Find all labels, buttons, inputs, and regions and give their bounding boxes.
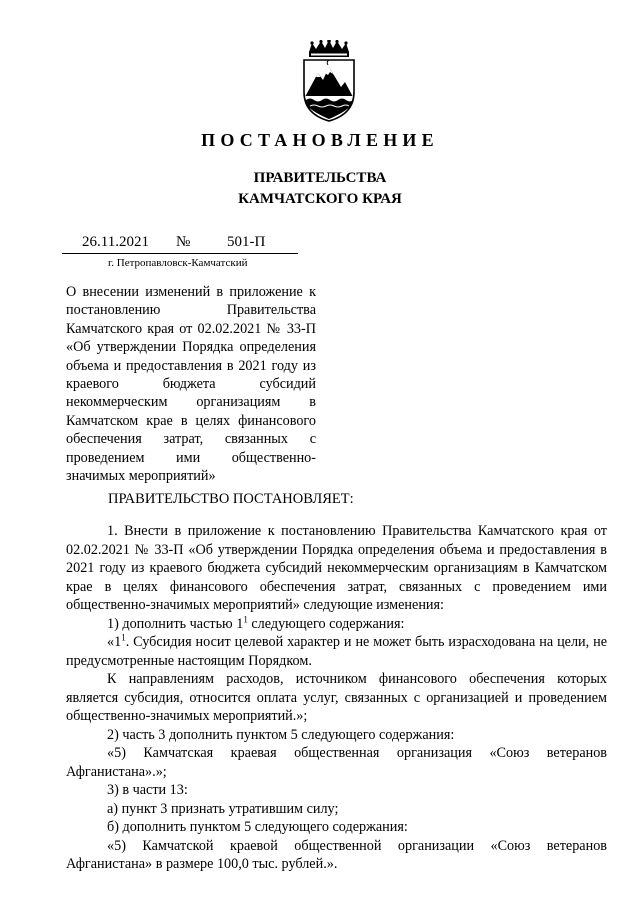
document-body	[66, 522, 607, 874]
paragraph-3-superscript: 1	[121, 632, 126, 643]
paragraph-7: 3) в части 13:	[107, 782, 188, 798]
paragraph-3-text-b: . Субсидия носит целевой характер и не может быть израсходована на цели, не предусмотренные настоящим Порядком.	[66, 634, 607, 669]
paragraph-2-text-b: следующего содержания:	[247, 615, 405, 632]
city-name: г. Петропавловск-Камчатский	[108, 257, 248, 269]
paragraph-2-text-a: 1) дополнить частью 1	[107, 615, 244, 632]
document-subject: О внесении изменений в приложение к постановлению Правительства Камчатского края от 02.02.2021 № 33-П «Об утверждении Порядка определения объема и предоставления в 2021 году из краевого бюджета субсидий некоммерческим организациям в Камчатском крае в целях финансового обеспечения затрат, связанных с проведением ими общественно-значимых мероприятий»	[66, 284, 316, 485]
authority-line-1: ПРАВИТЕЛЬСТВА	[253, 170, 387, 186]
paragraph-6: «5) Камчатская краевая общественная организация «Союз ветеранов Афганистана».»;	[66, 745, 607, 780]
decree-heading: ПРАВИТЕЛЬСТВО ПОСТАНОВЛЯЕТ:	[108, 491, 354, 507]
document-number: 501-П	[227, 234, 266, 250]
coat-of-arms-emblem	[296, 40, 362, 122]
issuing-authority	[0, 168, 640, 210]
paragraph-1: 1. Внести в приложение к постановлению Правительства Камчатского края от 02.02.2021 № 33-П «Об утверждении Порядка определения объема и предоставления в 2021 году из краевого бюджета субсидий некоммерческим организациям в Камчатском крае в целях финансового обеспечения затрат, связанных с проведением ими общественно-значимых мероприятий» следующие изменения:	[66, 523, 607, 613]
paragraph-3-text-a: «1	[107, 634, 122, 650]
paragraph-3	[66, 633, 607, 670]
paragraph-5: 2) часть 3 дополнить пунктом 5 следующего содержания:	[107, 726, 455, 743]
number-sign: №	[176, 234, 191, 250]
paragraph-9: б) дополнить пунктом 5 следующего содержания:	[107, 819, 408, 835]
paragraph-4: К направлениям расходов, источником финансового обеспечения которых является субсидия, относится оплата услуг, связанных с организацией и проведением общественно-значимых мероприятий.»;	[66, 671, 607, 724]
document-title: ПОСТАНОВЛЕНИЕ	[201, 130, 439, 150]
paragraph-2	[66, 615, 607, 634]
date-underline	[62, 253, 298, 254]
paragraph-2-superscript: 1	[243, 613, 248, 624]
paragraph-8: а) пункт 3 признать утратившим силу;	[107, 800, 339, 817]
paragraph-10: «5) Камчатской краевой общественной организации «Союз ветеранов Афганистана» в размере 100,0 тыс. рублей.».	[66, 837, 607, 872]
document-date: 26.11.2021	[82, 234, 149, 250]
date-number-row	[62, 234, 298, 254]
authority-line-2: КАМЧАТСКОГО КРАЯ	[238, 191, 402, 207]
